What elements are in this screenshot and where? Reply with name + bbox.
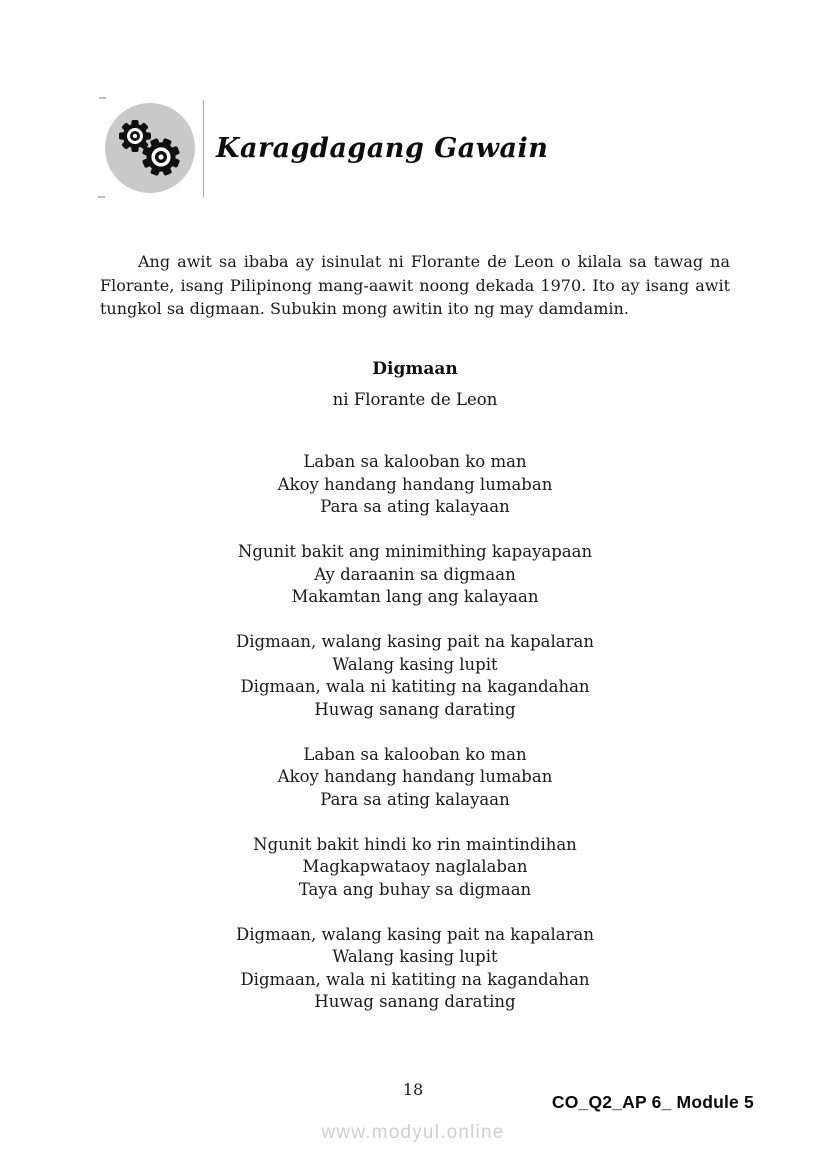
watermark: www.modyul.online	[321, 1122, 505, 1143]
lyric-line: Ngunit bakit ang minimithing kapayapaan	[237, 542, 593, 561]
lyric-line: Ay daraanin sa digmaan	[314, 564, 516, 584]
lyric-line: Walang kasing lupit	[332, 947, 498, 966]
lyric-line: Akoy handang handang lumaban	[277, 474, 553, 494]
lyric-line: Akoy handang handang lumaban	[277, 767, 553, 786]
module-label: CO_Q2_AP 6_ Module 5	[551, 1092, 754, 1112]
song-section	[100, 357, 730, 1014]
lyric-line: Magkapwataoy naglalaban	[302, 857, 528, 876]
stanza	[100, 631, 730, 721]
stanza	[100, 451, 730, 519]
lyric-line: Taya ang buhay sa digmaan	[298, 879, 532, 899]
section-title: Karagdagang Gawain	[216, 132, 549, 164]
intro-paragraph: Ang awit sa ibaba ay isinulat ni Florante de Leon o kilala sa tawag na Florante, isang Pilipinong mang-aawit noong dekada 1970. Ito ay isang awit tungkol sa digmaan. Subukin mong awitin ito ng may damdamin.	[100, 252, 730, 318]
lyric-line: Para sa ating kalayaan	[320, 789, 510, 809]
stanza	[100, 541, 730, 609]
lyric-line: Laban sa kalooban ko man	[303, 744, 527, 764]
lyric-line: Para sa ating kalayaan	[320, 497, 510, 516]
lyric-line: Digmaan, wala ni katiting na kagandahan	[240, 677, 590, 696]
lyric-line: Laban sa kalooban ko man	[303, 452, 527, 471]
stanza	[100, 744, 730, 812]
lyric-line: Huwag sanang darating	[314, 699, 516, 719]
lyric-line: Digmaan, walang kasing pait na kapalaran	[236, 924, 594, 944]
lyric-line: Digmaan, wala ni katiting na kagandahan	[240, 969, 590, 989]
lyric-line: Walang kasing lupit	[332, 654, 498, 674]
song-title: Digmaan	[372, 359, 458, 379]
stanza	[100, 834, 730, 902]
page-number: 18	[402, 1080, 424, 1099]
section-banner	[104, 99, 548, 197]
lyric-line: Makamtan lang ang kalayaan	[291, 587, 539, 606]
lyric-line: Huwag sanang darating	[314, 992, 516, 1011]
gears-icon	[104, 102, 196, 194]
song-lyrics	[100, 451, 730, 1014]
header-divider	[203, 100, 204, 197]
lyric-line: Ngunit bakit hindi ko rin maintindihan	[253, 834, 577, 854]
song-byline: ni Florante de Leon	[332, 390, 498, 409]
lyric-line: Digmaan, walang kasing pait na kapalaran	[236, 632, 594, 651]
stanza	[100, 924, 730, 1014]
